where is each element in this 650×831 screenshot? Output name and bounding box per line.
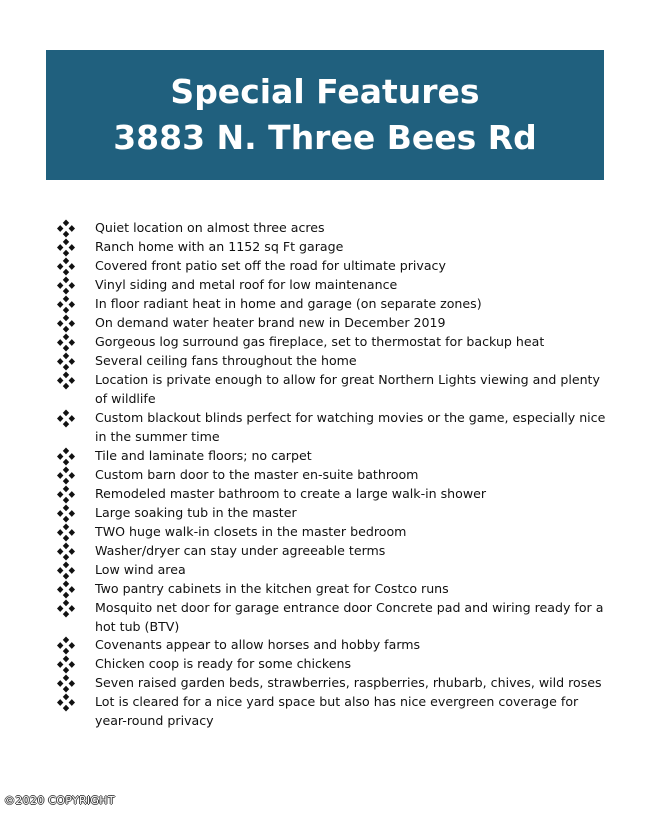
four-diamond-ornament-icon: [56, 580, 76, 599]
feature-item: [56, 466, 608, 485]
feature-item: [56, 580, 608, 599]
feature-text: Vinyl siding and metal roof for low maintenance: [95, 277, 398, 292]
feature-item: [56, 561, 608, 580]
feature-text: Ranch home with an 1152 sq Ft garage: [95, 239, 344, 254]
four-diamond-ornament-icon: [56, 352, 76, 371]
feature-text: Covered front patio set off the road for ultimate privacy: [95, 258, 446, 273]
feature-text: Custom barn door to the master en-suite bathroom: [95, 466, 419, 482]
feature-text: Several ceiling fans throughout the home: [95, 353, 357, 368]
four-diamond-ornament-icon: [56, 542, 76, 561]
four-diamond-ornament-icon: [56, 295, 76, 314]
feature-item: [56, 447, 608, 466]
feature-item: [56, 371, 608, 409]
four-diamond-ornament-icon: [56, 636, 76, 655]
property-address: 3883 N. Three Bees Rd: [113, 118, 537, 157]
feature-text: On demand water heater brand new in December 2019: [95, 315, 446, 330]
feature-item: [56, 219, 608, 238]
four-diamond-ornament-icon: [56, 333, 76, 352]
four-diamond-ornament-icon: [56, 674, 76, 693]
four-diamond-ornament-icon: [56, 276, 76, 295]
four-diamond-ornament-icon: [56, 523, 76, 542]
feature-item: [56, 674, 608, 693]
feature-item: [56, 655, 608, 674]
feature-item: [56, 238, 608, 257]
four-diamond-ornament-icon: [56, 485, 76, 504]
feature-item: [56, 276, 608, 295]
feature-item: [56, 295, 608, 314]
four-diamond-ornament-icon: [56, 409, 76, 428]
feature-item: [56, 504, 608, 523]
four-diamond-ornament-icon: [56, 447, 76, 466]
feature-item: [56, 333, 608, 352]
feature-item: [56, 485, 608, 504]
four-diamond-ornament-icon: [56, 371, 76, 390]
feature-text: Chicken coop is ready for some chickens: [95, 656, 352, 672]
four-diamond-ornament-icon: [56, 655, 76, 674]
four-diamond-ornament-icon: [56, 219, 76, 238]
page-title: Special Features: [170, 72, 480, 111]
feature-text: Location is private enough to allow for great Northern Lights viewing and plenty of wildlife: [95, 372, 600, 406]
feature-text: Quiet location on almost three acres: [95, 220, 325, 235]
feature-item: [56, 523, 608, 542]
feature-text: Seven raised garden beds, strawberries, raspberries, rhubarb, chives, wild roses: [95, 675, 602, 691]
four-diamond-ornament-icon: [56, 257, 76, 276]
four-diamond-ornament-icon: [56, 314, 76, 333]
feature-text: In floor radiant heat in home and garage (on separate zones): [95, 296, 482, 311]
feature-text: Custom blackout blinds perfect for watching movies or the game, especially nice in the summer time: [95, 409, 606, 444]
four-diamond-ornament-icon: [56, 466, 76, 485]
feature-text: TWO huge walk-in closets in the master bedroom: [95, 523, 407, 539]
feature-item: [56, 636, 608, 655]
feature-item: [56, 409, 608, 447]
feature-text: Mosquito net door for garage entrance door Concrete pad and wiring ready for a hot tub (BTV): [95, 599, 604, 634]
four-diamond-ornament-icon: [56, 599, 76, 618]
feature-item: [56, 352, 608, 371]
four-diamond-ornament-icon: [56, 561, 76, 580]
header-banner: [46, 50, 604, 180]
four-diamond-ornament-icon: [56, 693, 76, 712]
feature-item: [56, 314, 608, 333]
feature-item: [56, 542, 608, 561]
feature-text: Low wind area: [95, 561, 186, 577]
feature-text: Large soaking tub in the master: [95, 504, 297, 520]
feature-text: Lot is cleared for a nice yard space but also has nice evergreen coverage for year-round privacy: [95, 694, 579, 729]
four-diamond-ornament-icon: [56, 238, 76, 257]
feature-item: [56, 693, 608, 731]
feature-text: Tile and laminate floors; no carpet: [95, 447, 312, 463]
feature-text: Gorgeous log surround gas fireplace, set to thermostat for backup heat: [95, 334, 545, 349]
feature-text: Covenants appear to allow horses and hobby farms: [95, 637, 421, 653]
features-list: [56, 219, 608, 731]
four-diamond-ornament-icon: [56, 504, 76, 523]
copyright-watermark: ©2020 COPYRIGHT: [4, 794, 115, 807]
feature-item: [56, 257, 608, 276]
feature-text: Remodeled master bathroom to create a large walk-in shower: [95, 485, 487, 501]
feature-item: [56, 599, 608, 637]
feature-text: Washer/dryer can stay under agreeable terms: [95, 542, 386, 558]
feature-text: Two pantry cabinets in the kitchen great for Costco runs: [95, 580, 449, 596]
